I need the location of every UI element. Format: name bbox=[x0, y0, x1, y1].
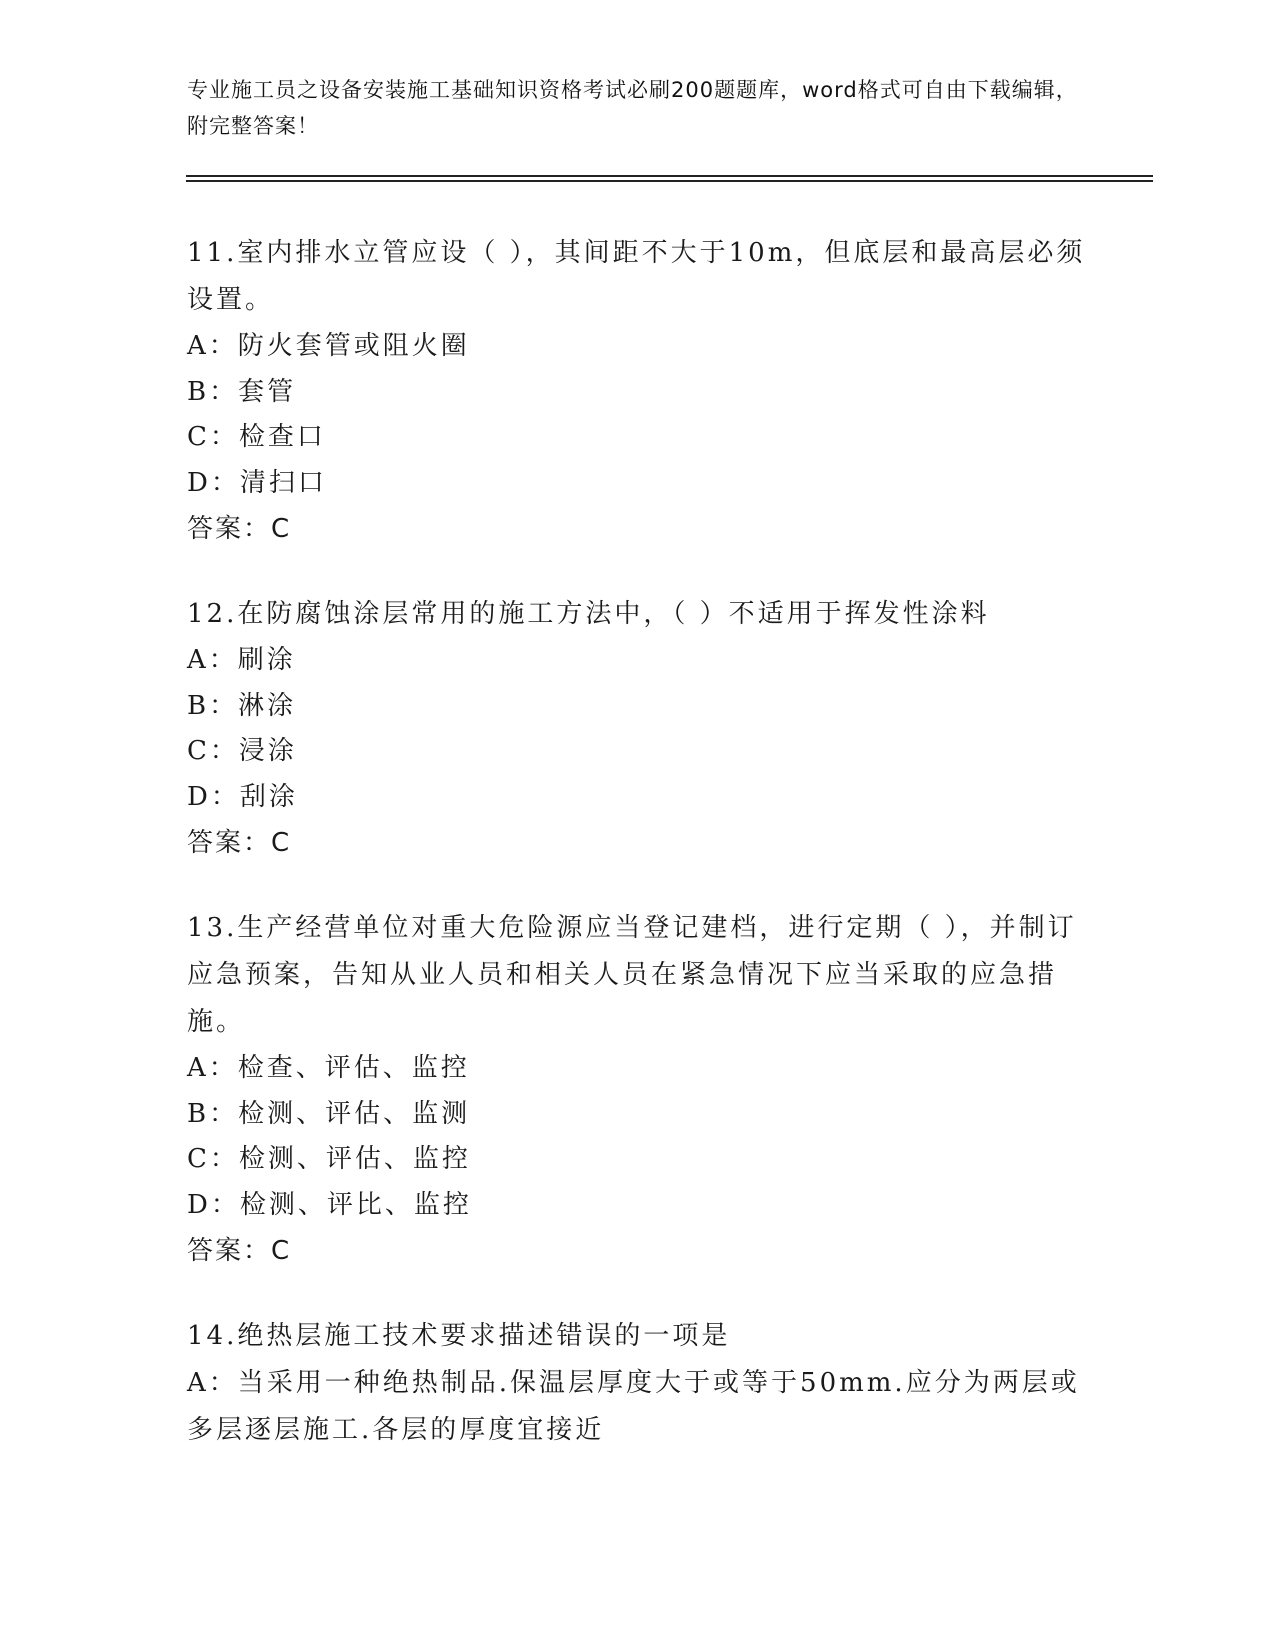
answer-value: C bbox=[271, 828, 292, 858]
answer-value: C bbox=[271, 1236, 292, 1266]
question-stem: 13.生产经营单位对重大危险源应当登记建档，进行定期（ ），并制订应急预案，告知从业人员和相关人员在紧急情况下应当采取的应急措施。 bbox=[187, 913, 1077, 1037]
question-stem: 14.绝热层施工技术要求描述错误的一项是 bbox=[187, 1321, 731, 1351]
option-d: D：检测、评比、监控 bbox=[187, 1189, 472, 1220]
page-header bbox=[187, 72, 1087, 144]
divider-line-top bbox=[186, 175, 1153, 177]
option-c: C：检测、评估、监控 bbox=[187, 1144, 471, 1174]
option-d: D：清扫口 bbox=[187, 467, 327, 498]
question-list bbox=[187, 230, 1087, 1492]
answer-label: 答案： bbox=[187, 514, 272, 544]
option-c: C：检查口 bbox=[187, 422, 326, 452]
option-a: A：检查、评估、监控 bbox=[187, 1053, 470, 1083]
option-b: B：检测、评估、监测 bbox=[187, 1098, 471, 1129]
question-13 bbox=[187, 905, 1087, 1275]
question-stem: 12.在防腐蚀涂层常用的施工方法中，（ ）不适用于挥发性涂料 bbox=[187, 599, 990, 629]
option-d: D：刮涂 bbox=[187, 781, 298, 812]
header-text: 专业施工员之设备安装施工基础知识资格考试必刷200题题库，word格式可自由下载编辑，附完整答案！ bbox=[187, 78, 1078, 138]
header-divider bbox=[186, 175, 1153, 182]
answer-line bbox=[187, 1228, 1087, 1275]
option-b: B：套管 bbox=[187, 376, 297, 407]
answer-label: 答案： bbox=[187, 1236, 272, 1266]
answer-label: 答案： bbox=[187, 828, 272, 858]
option-a: A：当采用一种绝热制品.保温层厚度大于或等于50mm.应分为两层或多层逐层施工.各层的厚度宜接近 bbox=[187, 1368, 1080, 1445]
answer-line bbox=[187, 506, 1087, 553]
divider-line-bottom bbox=[186, 180, 1153, 182]
question-stem: 11.室内排水立管应设（ ），其间距不大于10m，但底层和最高层必须设置。 bbox=[187, 238, 1086, 315]
option-a: A：刷涂 bbox=[187, 645, 296, 675]
option-a: A：防火套管或阻火圈 bbox=[187, 331, 470, 361]
question-11 bbox=[187, 230, 1087, 553]
question-12 bbox=[187, 591, 1087, 867]
question-14 bbox=[187, 1313, 1087, 1454]
answer-line bbox=[187, 820, 1087, 867]
answer-value: C bbox=[271, 514, 292, 544]
option-c: C：浸涂 bbox=[187, 736, 297, 766]
option-b: B：淋涂 bbox=[187, 690, 297, 721]
